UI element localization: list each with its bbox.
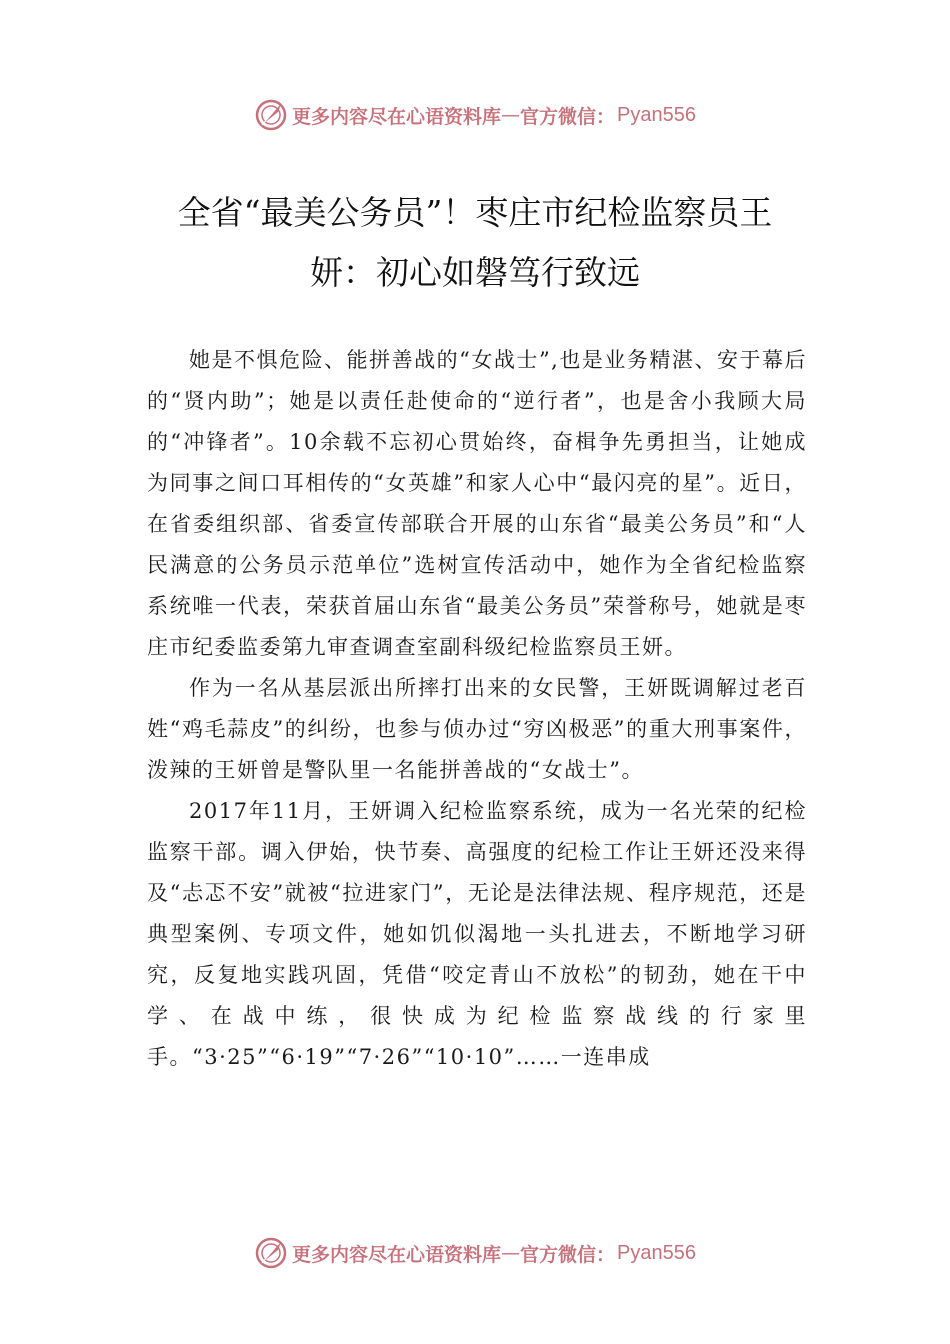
watermark-brand-text: 更多内容尽在心语资料库 <box>292 105 502 128</box>
article-title-line-1: 全省“最美公务员”！枣庄市纪检监察员王 <box>177 193 773 232</box>
article-title <box>140 183 810 303</box>
article-paragraph-1: 她是不惧危险、能拼善战的“女战士”,也是业务精湛、安于幕后的“贤内助”；她是以责任赴使命的“逆行者”，也是舍小我顾大局的“冲锋者”。10余载不忘初心贯始终，奋楫争先勇担当，让她成为同事之间口耳相传的“女英雄”和家人心中“最闪亮的星”。近日，在省委组织部、省委宣传部联合开展的山东省“最美公务员”和“人民满意的公务员示范单位”选树宣传活动中，她作为全省纪检监察系统唯一代表，荣获首届山东省“最美公务员”荣誉称号，她就是枣庄市纪委监委第九审查调查室副科级纪检监察员王妍。 <box>147 348 807 659</box>
article-body <box>147 340 807 1078</box>
watermark-wechat-label: 官方微信： <box>520 105 616 128</box>
watermark-wechat-id: Pyan556 <box>617 103 696 126</box>
watermark-wechat-label: 官方微信： <box>520 1243 616 1266</box>
quill-pen-icon <box>254 98 288 132</box>
watermark-brand-text: 更多内容尽在心语资料库 <box>292 1243 502 1266</box>
article-paragraph-2: 作为一名从基层派出所摔打出来的女民警，王妍既调解过老百姓“鸡毛蒜皮”的纠纷，也参与侦办过“穷凶极恶”的重大刑事案件，泼辣的王妍曾是警队里一名能拼善战的“女战士”。 <box>147 676 807 782</box>
watermark-dash: — <box>501 104 521 126</box>
quill-pen-icon <box>254 1236 288 1270</box>
header-watermark <box>0 95 950 135</box>
watermark-wechat-id: Pyan556 <box>617 1241 696 1264</box>
watermark-dash: — <box>501 1242 521 1264</box>
footer-watermark <box>0 1233 950 1273</box>
article-paragraph-3: 2017年11月，王妍调入纪检监察系统，成为一名光荣的纪检监察干部。调入伊始，快节奏、高强度的纪检工作让王妍还没来得及“忐忑不安”就被“拉进家门”，无论是法律法规、程序规范，还是典型案例、专项文件，她如饥似渴地一头扎进去，不断地学习研究，反复地实践巩固，凭借“咬定青山不放松”的韧劲，她在干中学、在战中练，很快成为纪检监察战线的行家里手。“3·25”“6·19”“7·26”“10·10”……一连串成 <box>147 799 807 1069</box>
article-title-line-2: 妍：初心如磐笃行致远 <box>310 253 640 292</box>
